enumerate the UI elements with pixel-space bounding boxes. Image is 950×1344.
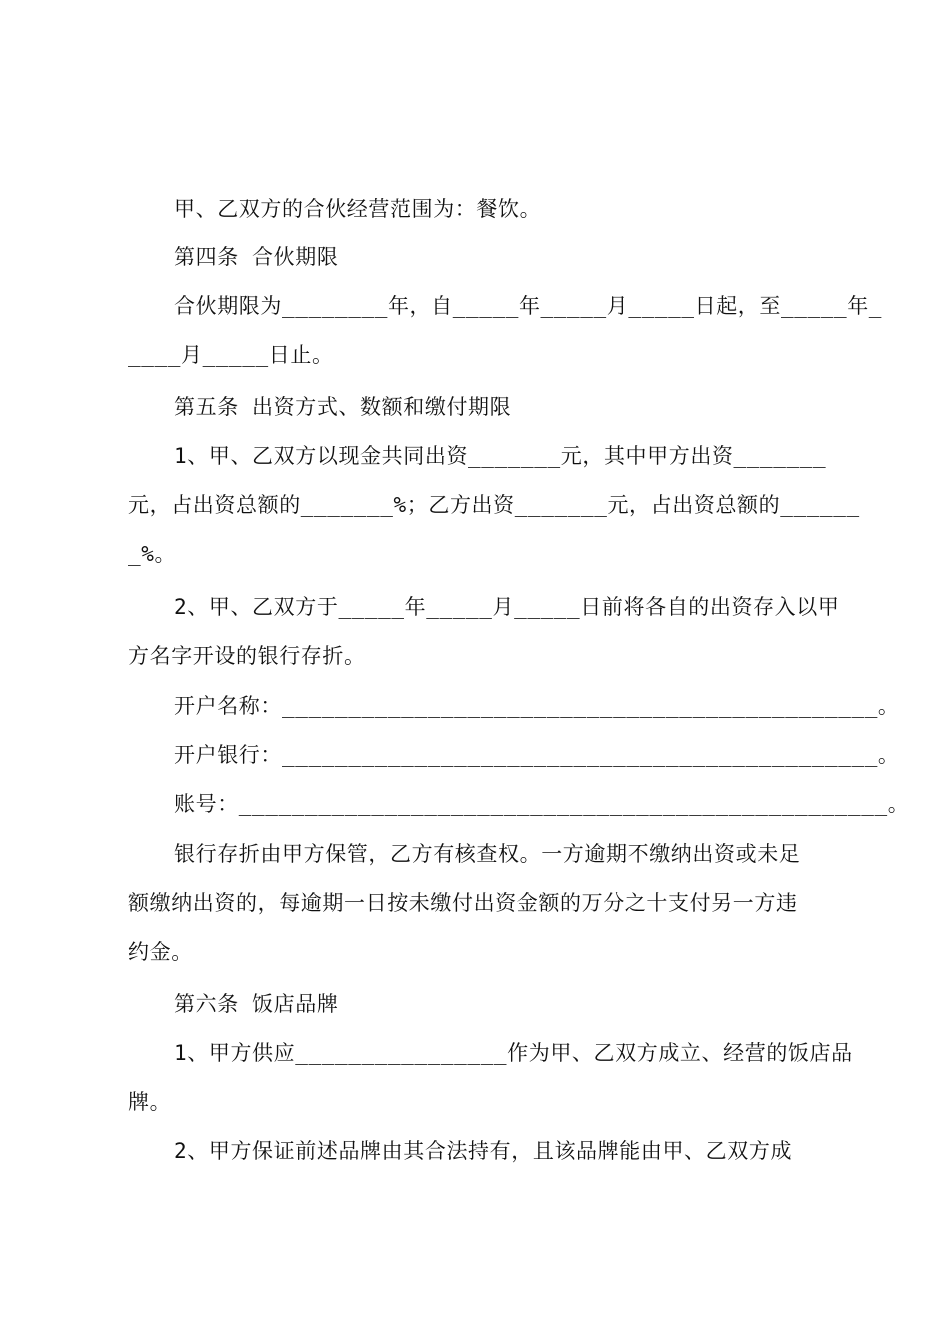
paragraph-brand-line-2: 牌。 — [128, 1090, 172, 1114]
account-number-field: 账号：_________________________________________________。 — [174, 792, 910, 816]
paragraph-passbook-line-2: 额缴纳出资的，每逾期一日按未缴付出资金额的万分之十支付另一方违 — [128, 891, 798, 915]
paragraph-passbook-line-1: 银行存折由甲方保管，乙方有核查权。一方逾期不缴纳出资或未足 — [174, 842, 801, 866]
paragraph-term-line-1: 合伙期限为________年，自_____年_____月_____日起，至_____年_ — [174, 294, 883, 318]
heading-article-5: 第五条 出资方式、数额和缴付期限 — [174, 395, 512, 419]
bank-name-field: 开户银行：_____________________________________________。 — [174, 743, 900, 767]
heading-article-6: 第六条 饭店品牌 — [174, 992, 339, 1016]
paragraph-brand-line-1: 1、甲方供应________________作为甲、乙双方成立、经营的饭店品 — [174, 1041, 853, 1065]
paragraph-capital-line-1: 1、甲、乙双方以现金共同出资_______元，其中甲方出资_______ — [174, 444, 827, 468]
paragraph-brand-guarantee-line-1: 2、甲方保证前述品牌由其合法持有，且该品牌能由甲、乙双方成 — [174, 1139, 793, 1163]
paragraph-capital-line-3: _%。 — [128, 542, 177, 566]
heading-article-4: 第四条 合伙期限 — [174, 245, 339, 269]
paragraph-deposit-line-1: 2、甲、乙双方于_____年_____月_____日前将各自的出资存入以甲 — [174, 595, 840, 619]
account-name-field: 开户名称：_____________________________________________。 — [174, 694, 900, 718]
paragraph-passbook-line-3: 约金。 — [128, 940, 193, 964]
paragraph-capital-line-2: 元，占出资总额的_______%；乙方出资_______元，占出资总额的______ — [128, 493, 860, 517]
paragraph-business-scope: 甲、乙双方的合伙经营范围为：餐饮。 — [174, 197, 542, 221]
paragraph-term-line-2: ____月_____日止。 — [128, 343, 334, 367]
paragraph-deposit-line-2: 方名字开设的银行存折。 — [128, 644, 366, 668]
